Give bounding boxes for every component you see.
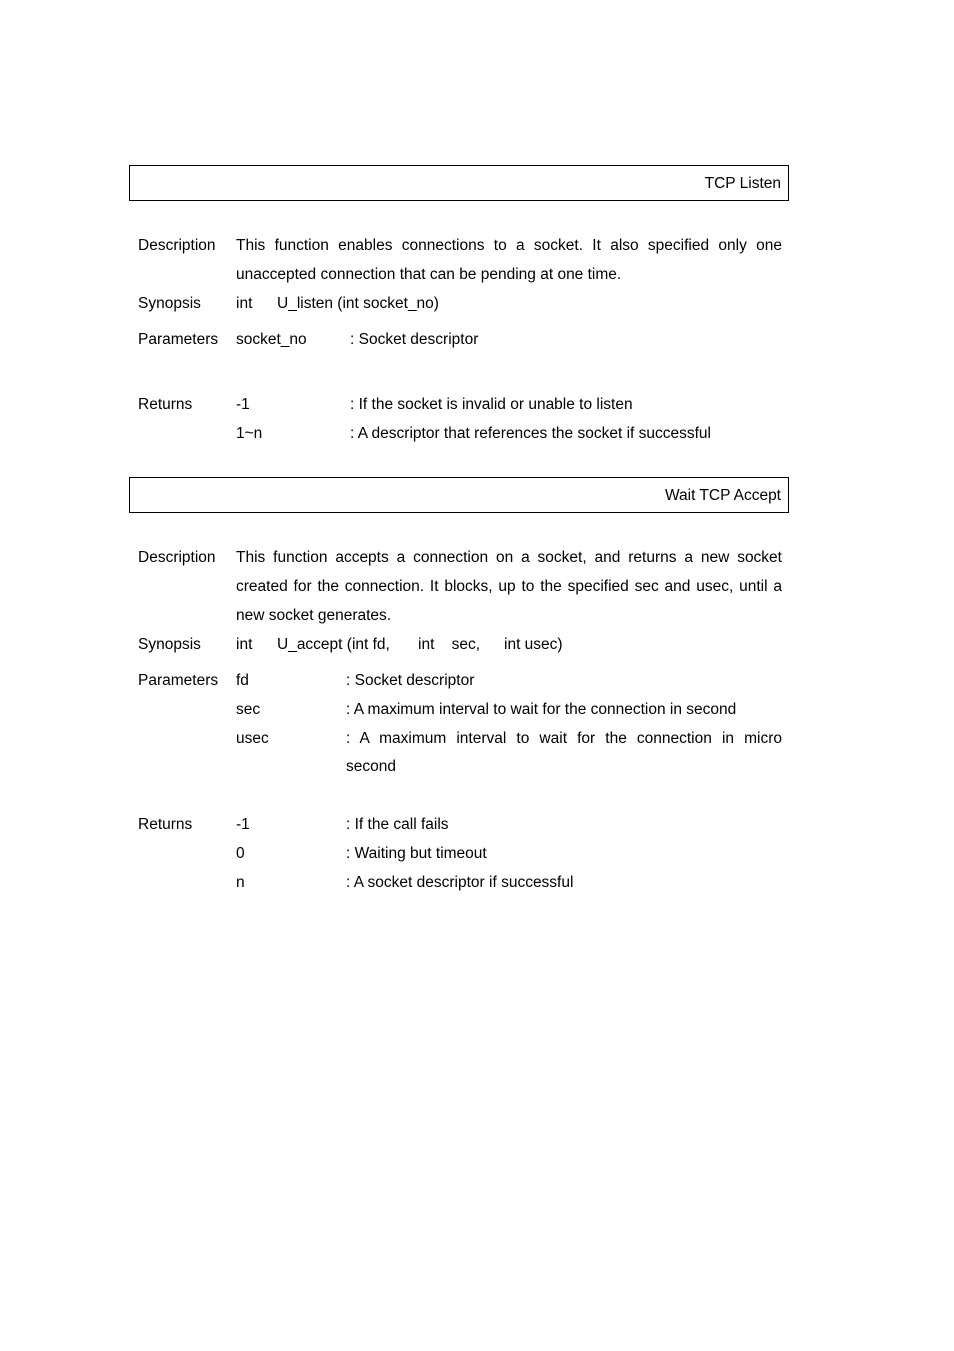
parameter-name: fd	[236, 672, 249, 689]
return-description: : If the socket is invalid or unable to listen	[350, 396, 633, 413]
section-title: Wait TCP Accept	[664, 487, 781, 504]
parameter-description: : A maximum interval to wait for the connection in second	[346, 701, 737, 718]
description-text-line: This function accepts a connection on a socket, and returns a new socket	[236, 549, 782, 566]
section-header-wait-tcp-accept	[129, 477, 789, 513]
section-title: TCP Listen	[704, 175, 781, 192]
description-text-line: new socket generates.	[236, 607, 392, 624]
parameters-label: Parameters	[138, 672, 219, 689]
synopsis-return-type: int	[236, 295, 253, 312]
description-text-line: This function enables connections to a socket. It also specified only one	[236, 237, 782, 254]
return-value: -1	[236, 816, 250, 833]
synopsis-signature: U_listen (int socket_no)	[277, 295, 439, 312]
synopsis-return-type: int	[236, 636, 253, 653]
section-header-tcp-listen	[129, 165, 789, 201]
parameter-description-continued: second	[346, 758, 396, 775]
parameter-description: : Socket descriptor	[346, 672, 475, 689]
description-label: Description	[138, 237, 216, 254]
return-value: n	[236, 874, 245, 891]
returns-label: Returns	[138, 816, 193, 833]
synopsis-label: Synopsis	[138, 295, 201, 312]
returns-label: Returns	[138, 396, 193, 413]
synopsis-function: U_accept (int fd,	[277, 636, 390, 653]
parameter-name: sec	[236, 701, 261, 718]
description-label: Description	[138, 549, 216, 566]
return-value: -1	[236, 396, 250, 413]
return-description: : If the call fails	[346, 816, 449, 833]
parameter-description: : A maximum interval to wait for the connection in micro	[346, 730, 782, 747]
return-value: 0	[236, 845, 245, 862]
return-description: : Waiting but timeout	[346, 845, 487, 862]
description-text-line: created for the connection. It blocks, up to the specified sec and usec, until a	[236, 578, 782, 595]
parameter-name: usec	[236, 730, 269, 747]
return-description: : A socket descriptor if successful	[346, 874, 574, 891]
parameter-name: socket_no	[236, 331, 307, 348]
synopsis-argument: int usec)	[504, 636, 563, 653]
description-text-line: unaccepted connection that can be pending at one time.	[236, 266, 622, 283]
return-description: : A descriptor that references the socket if successful	[350, 425, 711, 442]
synopsis-argument: int sec,	[418, 636, 481, 653]
parameter-description: : Socket descriptor	[350, 331, 479, 348]
parameters-label: Parameters	[138, 331, 219, 348]
return-value: 1~n	[236, 425, 263, 442]
synopsis-label: Synopsis	[138, 636, 201, 653]
